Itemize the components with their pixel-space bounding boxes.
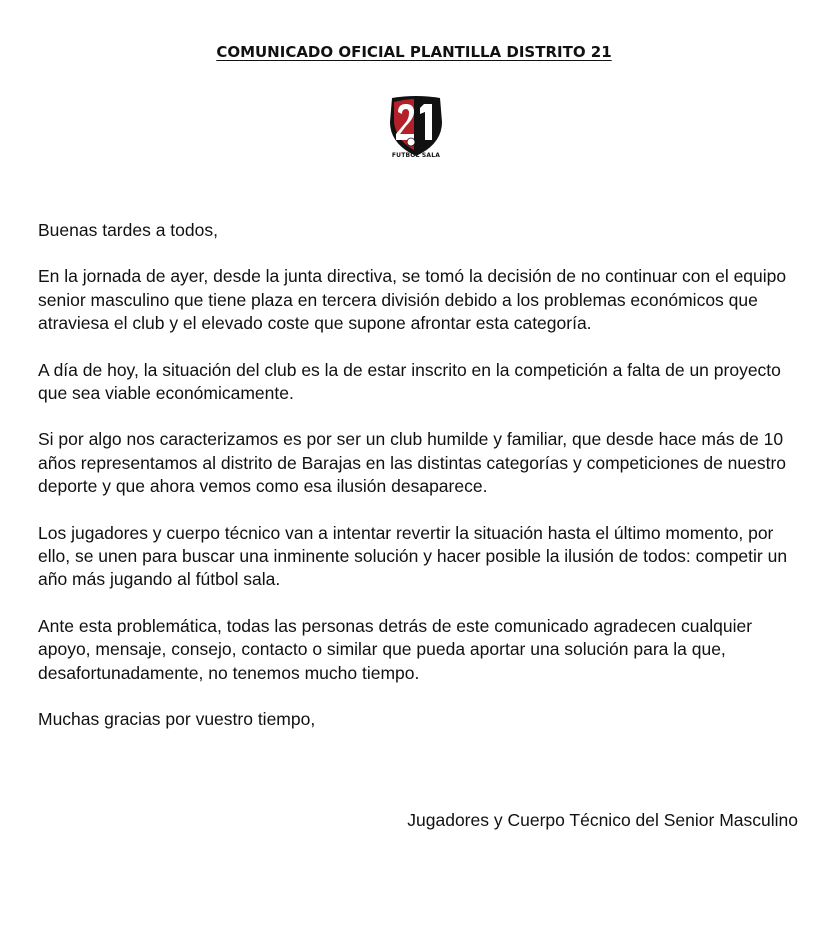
logo-caption: FUTBOL SALA bbox=[391, 152, 441, 159]
paragraph-situation: A día de hoy, la situación del club es la de estar inscrito en la competición a falta de un proyecto que sea viable económicamente. bbox=[38, 359, 781, 404]
paragraph-appeal: Ante esta problemática, todas las personas detrás de este comunicado agradecen cualquier apoyo, mensaje, consejo, contacto o similar que pueda aportar una solución para la que, desafortunadamente, no tenemos mucho tiempo. bbox=[38, 615, 753, 683]
document-body bbox=[38, 219, 808, 755]
document-title: COMUNICADO OFICIAL PLANTILLA DISTRITO 21 bbox=[216, 43, 612, 61]
document-signature: Jugadores y Cuerpo Técnico del Senior Masculino bbox=[407, 810, 798, 830]
paragraph-decision: En la jornada de ayer, desde la junta directiva, se tomó la decisión de no continuar con el equipo senior masculino que tiene plaza en tercera división debido a los problemas económicos que atraviesa el club y el elevado coste que supone afrontar esta categoría. bbox=[38, 266, 787, 334]
paragraph-thanks: Muchas gracias por vuestro tiempo, bbox=[38, 709, 316, 730]
paragraph-players-effort: Los jugadores y cuerpo técnico van a intentar revertir la situación hasta el último momento, por ello, se unen para buscar una inminente solución y hacer posible la ilusión de todos: competir un año más jugando al fútbol sala. bbox=[38, 522, 788, 590]
paragraph-club-identity: Si por algo nos caracterizamos es por ser un club humilde y familiar, que desde hace más de 10 años representamos al distrito de Barajas en las distintas categorías y competiciones de nuestro deporte y que ahora vemos como esa ilusión desaparece. bbox=[38, 429, 787, 497]
paragraph-greeting: Buenas tardes a todos, bbox=[38, 220, 218, 240]
